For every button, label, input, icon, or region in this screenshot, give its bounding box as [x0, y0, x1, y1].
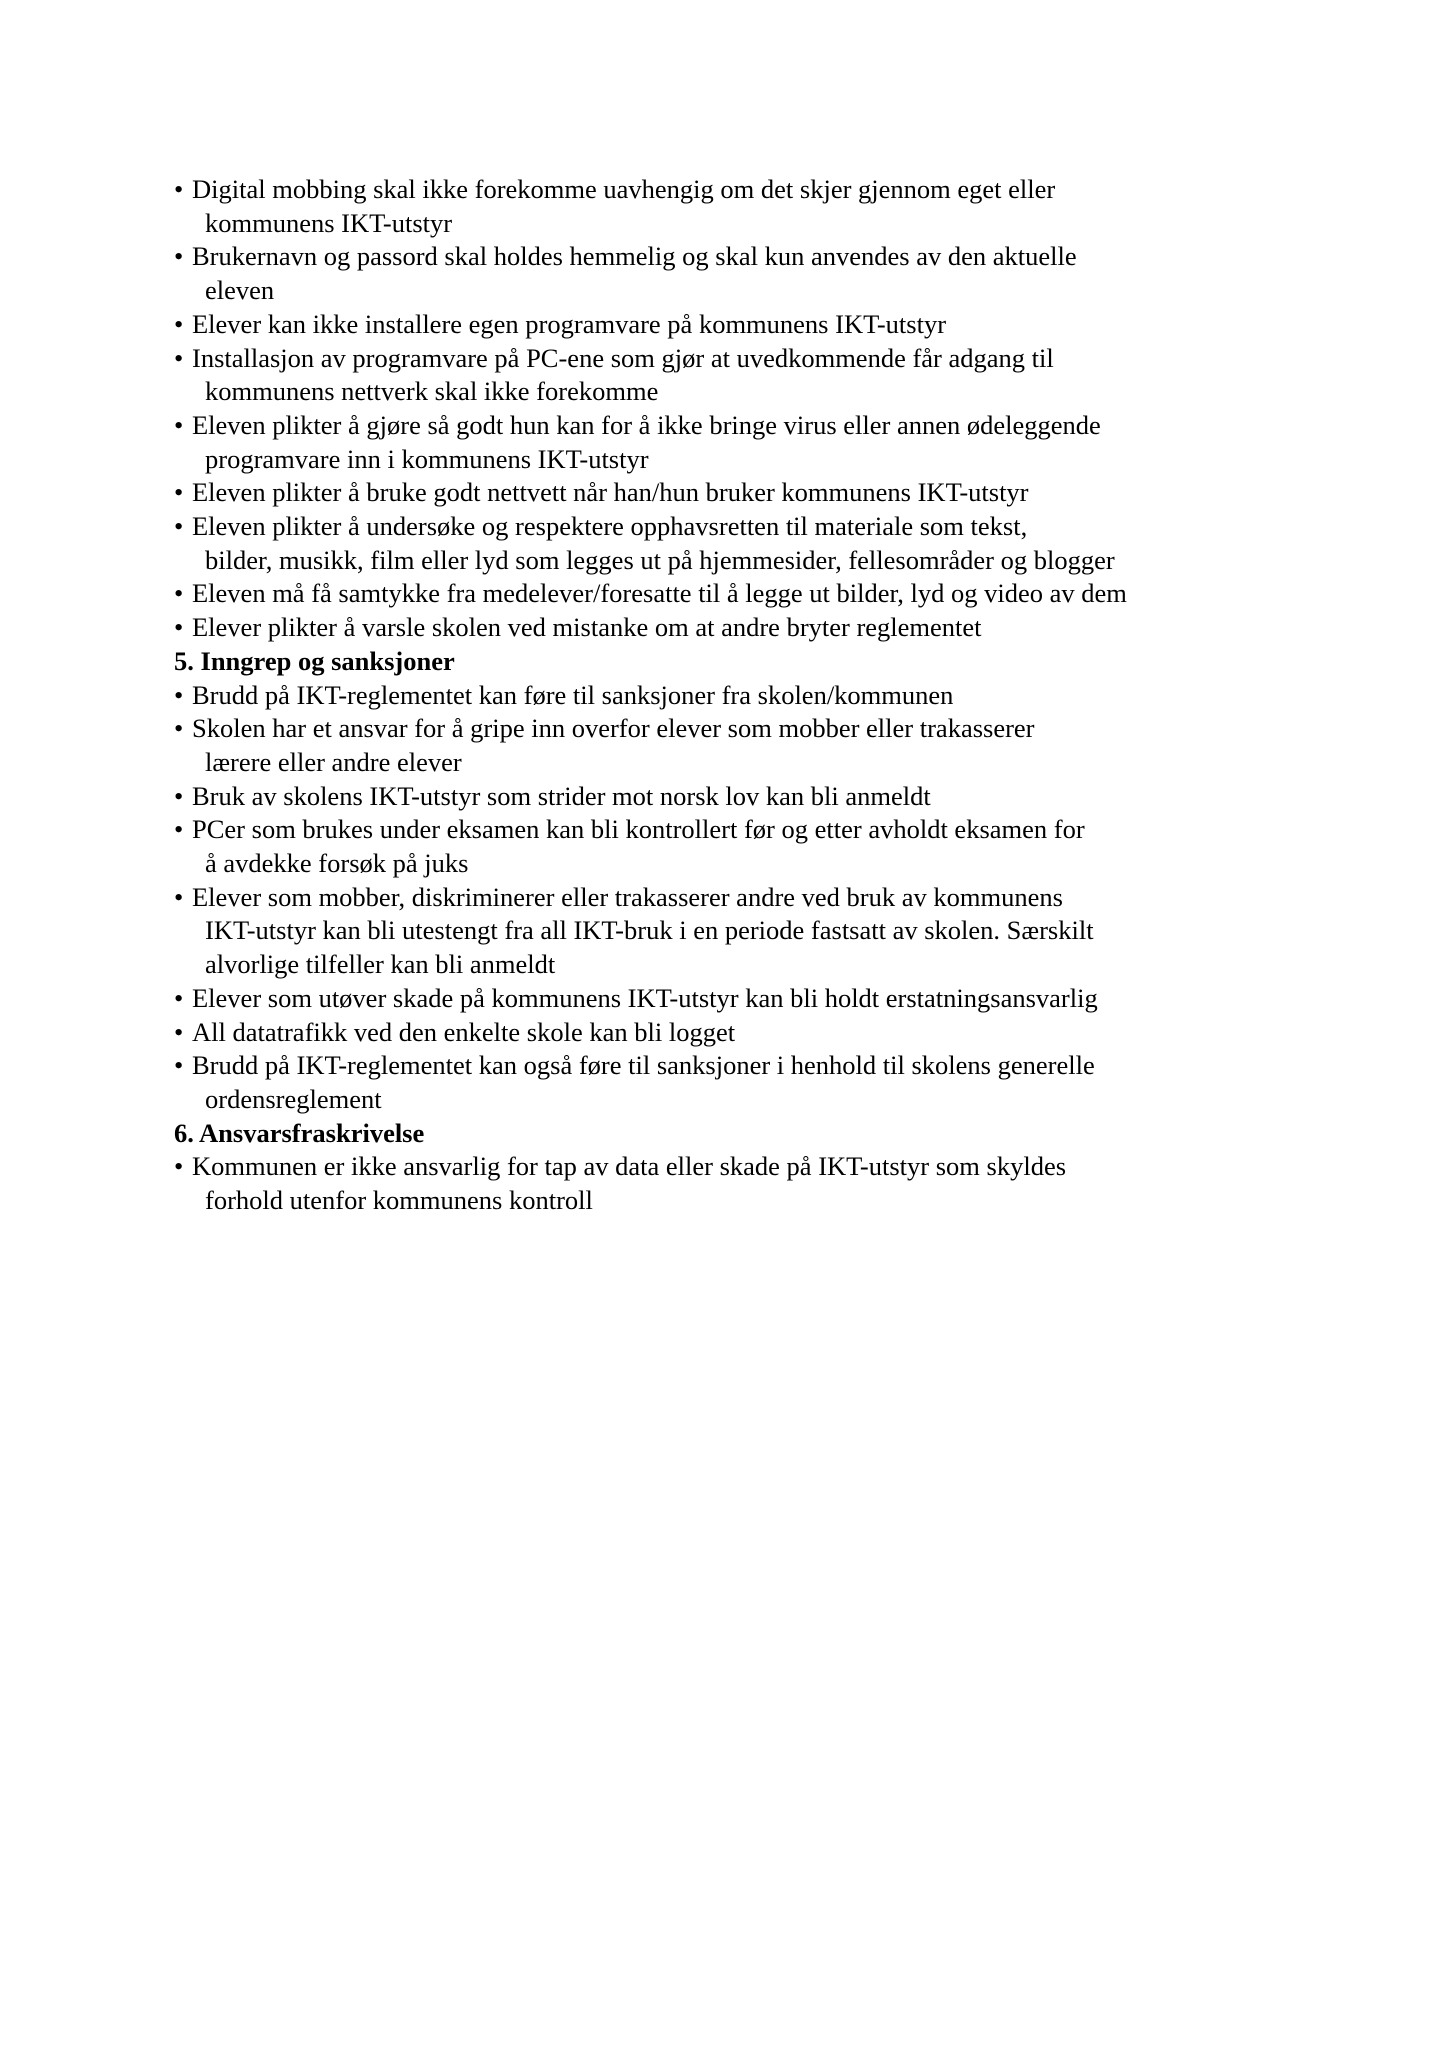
bullet-icon: • [174, 342, 184, 373]
list-item [174, 1016, 1284, 1050]
bullet-icon: • [174, 713, 184, 744]
list-item [174, 409, 1284, 476]
list-item-text: Kommunen er ikke ansvarlig for tap av data eller skade på IKT-utstyr som skyldes forhold utenfor kommunens kontroll [192, 1151, 1067, 1216]
section-heading-5: 5. Inngrep og sanksjoner [174, 645, 455, 676]
bullet-icon: • [174, 1016, 184, 1047]
section-heading-6: 6. Ansvarsfraskrivelse [174, 1117, 425, 1148]
bullet-icon: • [174, 814, 184, 845]
list-item [174, 982, 1284, 1016]
list-item [174, 881, 1284, 982]
list-item [174, 1049, 1284, 1116]
bullet-icon: • [174, 780, 184, 811]
list-item [174, 679, 1284, 713]
bullet-icon: • [174, 477, 184, 508]
sanctions-list [174, 679, 1284, 1117]
list-item-text: All datatrafikk ved den enkelte skole kan bli logget [192, 1016, 736, 1047]
list-item-text: Elever plikter å varsle skolen ved mistanke om at andre bryter reglementet [192, 612, 982, 643]
list-item-text: Brukernavn og passord skal holdes hemmelig og skal kun anvendes av den aktuelle eleven [192, 241, 1077, 306]
bullet-icon: • [174, 241, 184, 272]
list-item-text: Brudd på IKT-reglementet kan føre til sanksjoner fra skolen/kommunen [192, 679, 954, 710]
bullet-icon: • [174, 409, 184, 440]
list-item-text: Brudd på IKT-reglementet kan også føre til sanksjoner i henhold til skolens generelle ordensreglement [192, 1050, 1095, 1114]
list-item [174, 240, 1284, 307]
list-item-text: Elever som mobber, diskriminerer eller trakasserer andre ved bruk av kommunens IKT-utstyr kan bli utestengt fra all IKT-bruk i en periode fastsatt av skolen. Særskilt alvorlige tilfeller kan bli anmeldt [192, 881, 1094, 980]
list-item-text: Digital mobbing skal ikke forekomme uavhengig om det skjer gjennom eget eller kommunens IKT-utstyr [192, 174, 1056, 238]
list-item [174, 780, 1284, 814]
list-item [174, 342, 1284, 409]
list-item [174, 712, 1284, 779]
bullet-icon: • [174, 1050, 184, 1081]
list-item [174, 308, 1284, 342]
list-item [174, 577, 1284, 611]
bullet-icon: • [174, 1151, 184, 1182]
list-item-text: Skolen har et ansvar for å gripe inn overfor elever som mobber eller trakasserer lærere eller andre elever [192, 713, 1035, 777]
rules-list [174, 173, 1284, 645]
bullet-icon: • [174, 881, 184, 912]
document-body [174, 173, 1284, 1218]
bullet-icon: • [174, 511, 184, 542]
bullet-icon: • [174, 174, 184, 204]
list-item [174, 173, 1284, 240]
list-item [174, 813, 1284, 880]
list-item-text: PCer som brukes under eksamen kan bli kontrollert før og etter avholdt eksamen for å avdekke forsøk på juks [192, 814, 1085, 879]
list-item-text: Eleven plikter å undersøke og respektere opphavsretten til materiale som tekst, bilder, musikk, film eller lyd som legges ut på hjemmesider, fellesområder og blogger [192, 511, 1115, 575]
bullet-icon: • [174, 679, 184, 710]
list-item [174, 476, 1284, 510]
list-item-text: Eleven plikter å bruke godt nettvett når han/hun bruker kommunens IKT-utstyr [192, 477, 1029, 508]
list-item-text: Eleven må få samtykke fra medelever/foresatte til å legge ut bilder, lyd og video av dem [192, 578, 1127, 609]
bullet-icon: • [174, 612, 184, 643]
list-item [174, 1150, 1284, 1217]
list-item-text: Elever kan ikke installere egen programvare på kommunens IKT-utstyr [192, 308, 947, 339]
list-item [174, 611, 1284, 645]
bullet-icon: • [174, 308, 184, 339]
list-item-text: Installasjon av programvare på PC-ene som gjør at uvedkommende får adgang til kommunens nettverk skal ikke forekomme [192, 342, 1054, 407]
disclaimer-list [174, 1150, 1284, 1217]
bullet-icon: • [174, 578, 184, 609]
list-item-text: Elever som utøver skade på kommunens IKT-utstyr kan bli holdt erstatningsansvarlig [192, 982, 1098, 1013]
list-item-text: Eleven plikter å gjøre så godt hun kan for å ikke bringe virus eller annen ødeleggende programvare inn i kommunens IKT-utstyr [192, 409, 1101, 474]
bullet-icon: • [174, 982, 184, 1013]
list-item [174, 510, 1284, 577]
list-item-text: Bruk av skolens IKT-utstyr som strider mot norsk lov kan bli anmeldt [192, 780, 931, 811]
